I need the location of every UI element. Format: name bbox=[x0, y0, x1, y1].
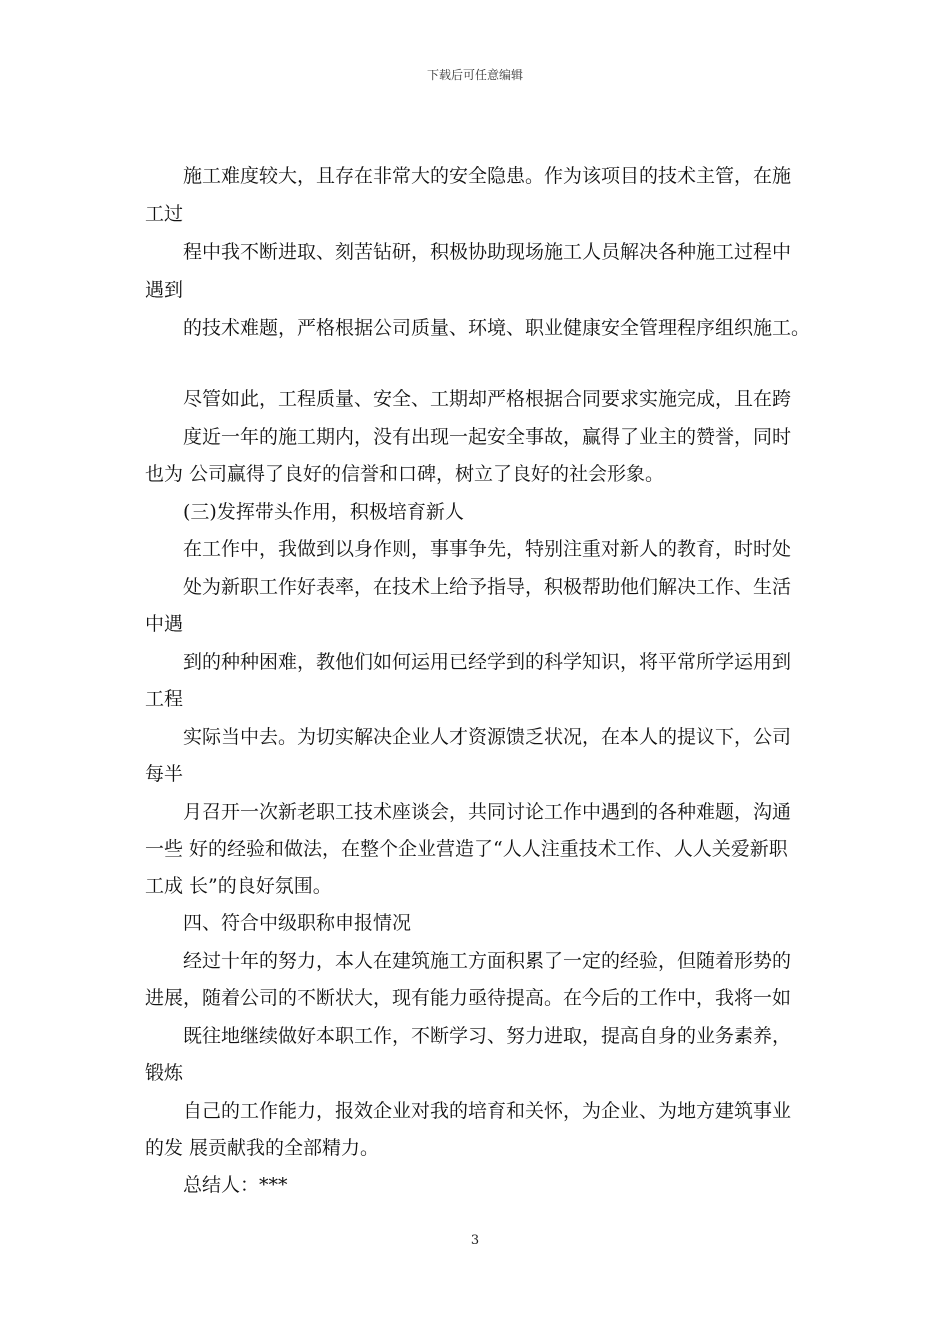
text-line: 到的种种困难，教他们如何运用已经学到的科学知识，将平常所学运用到 bbox=[183, 651, 792, 673]
text-line: 遇到 bbox=[145, 279, 184, 301]
text-line: 程中我不断进取、刻苦钻研，积极协助现场施工人员解决各种施工过程中 bbox=[183, 241, 792, 263]
text-line: 每半 bbox=[145, 763, 184, 785]
text-line: 在工作中，我做到以身作则，事事争先，特别注重对新人的教育，时时处 bbox=[183, 538, 792, 560]
text-line: 进展，随着公司的不断状大，现有能力亟待提高。在今后的工作中，我将一如 bbox=[145, 987, 792, 1009]
text-line: 度近一年的施工期内，没有出现一起安全事故，赢得了业主的赞誉，同时 bbox=[183, 426, 792, 448]
text-line: 尽管如此，工程质量、安全、工期却严格根据合同要求实施完成，且在跨 bbox=[183, 388, 792, 410]
text-line: 月召开一次新老职工技术座谈会，共同讨论工作中遇到的各种难题，沟通 bbox=[183, 801, 792, 823]
text-line: 工过 bbox=[145, 203, 184, 225]
section-heading: (三)发挥带头作用，积极培育新人 bbox=[183, 501, 464, 523]
page-number: 3 bbox=[470, 1233, 480, 1248]
text-line: 锻炼 bbox=[145, 1062, 184, 1084]
text-line: 的发 展贡献我的全部精力。 bbox=[145, 1137, 380, 1159]
text-line: 施工难度较大，且存在非常大的安全隐患。作为该项目的技术主管，在施 bbox=[183, 165, 792, 187]
text-line: 既往地继续做好本职工作，不断学习、努力进取，提高自身的业务素养， bbox=[183, 1025, 792, 1047]
text-line: 处为新职工作好表率，在技术上给予指导，积极帮助他们解决工作、生活 bbox=[183, 576, 792, 598]
text-line: 实际当中去。为切实解决企业人才资源馈乏状况，在本人的提议下，公司 bbox=[183, 726, 792, 748]
text-line: 的技术难题，严格根据公司质量、环境、职业健康安全管理程序组织施工。 bbox=[183, 317, 811, 339]
text-line: 自己的工作能力，报效企业对我的培育和关怀，为企业、为地方建筑事业 bbox=[183, 1100, 792, 1122]
text-line: 中遇 bbox=[145, 613, 184, 635]
section-heading: 四、符合中级职称申报情况 bbox=[183, 912, 412, 934]
text-line: 经过十年的努力，本人在建筑施工方面积累了一定的经验，但随着形势的 bbox=[183, 950, 792, 972]
text-line: 工成 长”的良好氛围。 bbox=[145, 875, 332, 897]
text-line: 一些 好的经验和做法，在整个企业营造了“人人注重技术工作、人人关爱新职 bbox=[145, 838, 788, 860]
text-line: 工程 bbox=[145, 688, 184, 710]
text-line: 也为 公司赢得了良好的信誉和口碑，树立了良好的社会形象。 bbox=[145, 463, 665, 485]
page-header: 下载后可任意编辑 bbox=[426, 68, 523, 82]
signature-line: 总结人：*** bbox=[183, 1174, 288, 1196]
